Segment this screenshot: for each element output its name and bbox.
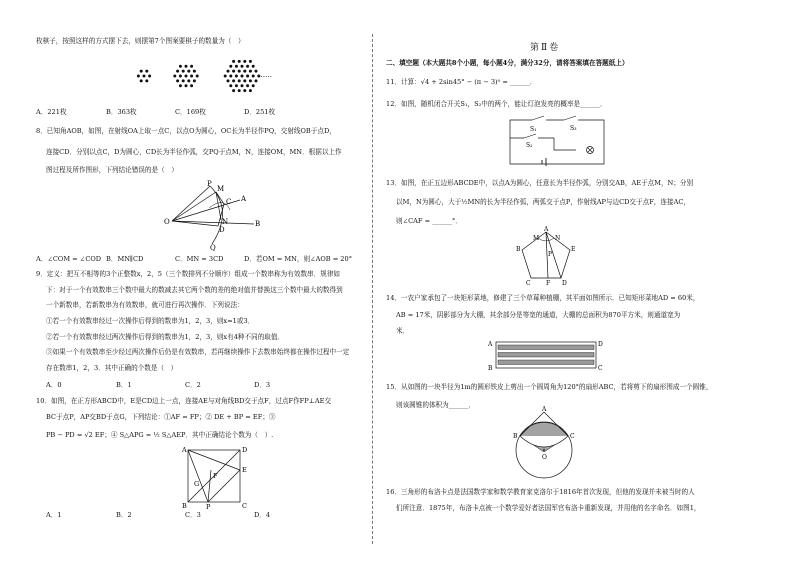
q7-dot bbox=[232, 60, 235, 63]
q7-dot bbox=[190, 84, 193, 87]
q7-dot bbox=[182, 79, 185, 82]
q13-line-3: 则∠CAF = ______°． bbox=[396, 217, 462, 225]
q15-line-1: 15．从如图的一块半径为1m的圆形铁皮上剪出一个圆周角为120°的扇形ABC，若将剪下的扇形围成一个圆锥， bbox=[386, 383, 713, 391]
column-divider bbox=[372, 34, 373, 544]
q12-label-s3: S₃ bbox=[570, 125, 577, 132]
q7-dot bbox=[243, 79, 246, 82]
q7-dot bbox=[182, 70, 185, 73]
q9-line-5: ②若一个有效数串经过两次操作后得到的数串为1，2，3，则x有4种不同的取值． bbox=[46, 333, 285, 341]
q10-option-b[interactable]: B．2 bbox=[116, 511, 132, 519]
q10-option-a[interactable]: A．1 bbox=[46, 511, 62, 519]
q7-dot bbox=[229, 75, 232, 78]
q7-dot bbox=[145, 79, 148, 82]
q7-dot bbox=[235, 84, 238, 87]
q9-option-c[interactable]: C．2 bbox=[185, 381, 201, 389]
q8-line-1: 8．已知角AOB，如图，在射线OA上取一点C，以点O为圆心，OC长为半径作PQ，交射线OB于点D， bbox=[36, 127, 336, 135]
q7-dot bbox=[145, 70, 148, 73]
q14-label-d: D bbox=[598, 341, 603, 348]
q8-label-p: P bbox=[207, 180, 212, 188]
q8-label-d: D bbox=[219, 226, 225, 234]
q13-line-2: 以M，N为圆心，大于½MN的长为半径作弧，两弧交于点P，作射线AP与边CD交于点F，连接AC， bbox=[396, 198, 690, 206]
right-column bbox=[386, 0, 766, 562]
q10-label-b: B bbox=[182, 502, 187, 510]
q7-dot bbox=[185, 65, 188, 68]
q8-label-m: M bbox=[217, 185, 225, 193]
q7-dot bbox=[190, 65, 193, 68]
q10-option-c[interactable]: C．3 bbox=[185, 511, 201, 519]
q7-dot bbox=[238, 60, 241, 63]
q7-dot bbox=[252, 75, 255, 78]
q14-label-c: C bbox=[598, 365, 603, 372]
q16-line-1: 16．三角形的布洛卡点是法国数学家和数学教育家克洛尔于1816年首次发现，但他的发现并未被当时的人 bbox=[386, 488, 695, 496]
q15-circle-sector-figure bbox=[508, 406, 580, 482]
q7-dot bbox=[229, 65, 232, 68]
q7-dot bbox=[179, 65, 182, 68]
q10-line-1: 10．如图，在正方形ABCD中，E是CD边上一点，连接AE与对角线BD交于点F，过点F作FP⊥AE交 bbox=[36, 397, 332, 405]
q15-label-b: B bbox=[513, 433, 518, 440]
q7-dot bbox=[227, 79, 230, 82]
q10-label-f: F bbox=[213, 472, 218, 480]
q7-dot bbox=[193, 70, 196, 73]
q7-ellipsis: …… bbox=[258, 71, 272, 79]
part-two-title: 第Ⅱ卷 bbox=[530, 43, 561, 53]
q7-dot bbox=[243, 70, 246, 73]
q9-line-4: ①若一个有效数串经过一次操作后得到的数串为1，2，3，则x=1或3． bbox=[46, 317, 255, 325]
q7-dot bbox=[148, 75, 151, 78]
q7-dot bbox=[232, 89, 235, 92]
q7-dot bbox=[246, 65, 249, 68]
q7-option-b[interactable]: B．363枚 bbox=[106, 108, 137, 116]
q8-option-d[interactable]: D．若OM = MN，则∠AOB = 20° bbox=[244, 255, 352, 263]
q7-option-d[interactable]: D．251枚 bbox=[244, 108, 276, 116]
q7-dot bbox=[249, 60, 252, 63]
q10-label-p: P bbox=[206, 503, 211, 511]
q9-line-2: 下：对于一个有效数串三个数中最大的数减去其它两个数的差的绝对值并替换这三个数中最大的数得到 bbox=[46, 286, 343, 294]
q7-dot bbox=[246, 84, 249, 87]
q7-dot bbox=[235, 65, 238, 68]
q10-square-figure bbox=[180, 446, 256, 510]
left-column bbox=[28, 0, 364, 562]
q13-label-b: B bbox=[516, 246, 521, 253]
q10-line-2: BC于点P，AP交BD于点G，下列结论：①AF = FP；② DE + BP = EF；③ bbox=[46, 413, 276, 421]
q10-label-a: A bbox=[182, 446, 187, 454]
q15-label-c: C bbox=[570, 433, 575, 440]
q7-dot bbox=[235, 75, 238, 78]
q7-dot bbox=[185, 84, 188, 87]
q7-dot bbox=[185, 75, 188, 78]
q7-dot bbox=[193, 79, 196, 82]
q7-dot bbox=[179, 84, 182, 87]
q10-option-d[interactable]: D．4 bbox=[254, 511, 271, 519]
q10-label-g: G bbox=[194, 480, 200, 488]
q7-dot bbox=[255, 79, 258, 82]
q12-circuit-figure bbox=[504, 116, 612, 168]
q12-label-s1: S₁ bbox=[530, 126, 537, 133]
q7-dot bbox=[227, 70, 230, 73]
q15-label-a: A bbox=[542, 406, 547, 413]
q9-option-b[interactable]: B．1 bbox=[116, 381, 132, 389]
q15-label-o: O bbox=[542, 454, 547, 461]
q8-label-b: B bbox=[255, 220, 261, 228]
q7-dot bbox=[238, 79, 241, 82]
q9-line-7: 存在数串1，2，3．其中正确的个数是（ ） bbox=[46, 364, 178, 372]
q12-text: 12．如图，随机闭合开关S₁，S₂中的两个，能让灯泡发亮的概率是______． bbox=[386, 100, 607, 108]
q13-label-m: M bbox=[533, 235, 540, 242]
q13-label-e: E bbox=[571, 246, 576, 253]
q7-dot bbox=[143, 75, 146, 78]
q7-dot bbox=[187, 70, 190, 73]
q14-label-a: A bbox=[488, 341, 493, 348]
q7-dot bbox=[241, 84, 244, 87]
q7-dot bbox=[241, 65, 244, 68]
q7-dot bbox=[137, 75, 140, 78]
q10-label-d: D bbox=[242, 446, 248, 454]
q13-label-c: C bbox=[526, 280, 531, 287]
q14-line-2: AB = 17米，阴影部分为大棚，其余部分是等宽的通道，大棚的总面积为870平方米，则通道宽为 bbox=[396, 311, 681, 319]
q7-dot bbox=[176, 79, 179, 82]
q13-label-n: N bbox=[555, 235, 561, 242]
q7-dot bbox=[176, 70, 179, 73]
q8-angle-figure bbox=[164, 180, 276, 252]
q7-dot bbox=[179, 75, 182, 78]
q13-label-d: D bbox=[562, 280, 567, 287]
q7-dot bbox=[232, 79, 235, 82]
q13-line-1: 13．如图，在正五边形ABCDE中，以点A为圆心，任意长为半径作弧，分别交AB，AE于点M，N；分别 bbox=[386, 179, 694, 187]
q13-label-a: A bbox=[544, 226, 549, 233]
q7-dot bbox=[243, 60, 246, 63]
q10-label-e: E bbox=[242, 466, 247, 474]
q7-dot bbox=[238, 89, 241, 92]
q9-option-d[interactable]: D．3 bbox=[254, 381, 271, 389]
q13-label-p: P bbox=[548, 251, 553, 258]
q16-line-2: 们所注意．1875年，布洛卡点被一个数学爱好者法国军官布洛卡重新发现，并用他的名字命名．如图1， bbox=[396, 504, 701, 512]
q8-label-q: Q bbox=[210, 244, 216, 252]
q7-text: 枚棋子，按照这样的方式摆下去，则摆第7个图案要棋子的数量为（ ） bbox=[36, 37, 245, 45]
q7-dot bbox=[249, 70, 252, 73]
q8-label-a: A bbox=[241, 195, 247, 203]
q8-option-b[interactable]: B．MN∥CD bbox=[106, 255, 144, 263]
q13-pentagon-figure bbox=[516, 226, 576, 286]
q7-option-c[interactable]: C．169枚 bbox=[175, 108, 206, 116]
q8-label-n: N bbox=[222, 218, 229, 226]
q14-label-b: B bbox=[488, 365, 493, 372]
q8-line-3: 图过程及所作图形，下列结论错误的是（ ） bbox=[46, 166, 178, 174]
q9-line-1: 9．定义：把互不相等的3个正整数x，2，5（三个数排列不分顺序）组成一个数串称为有效数串．规律如 bbox=[36, 270, 341, 278]
q8-option-c[interactable]: C．MN = 3CD bbox=[175, 255, 224, 263]
q8-label-o: O bbox=[164, 218, 170, 226]
q7-dot bbox=[249, 89, 252, 92]
q8-label-c: C bbox=[226, 198, 232, 206]
q7-dot bbox=[229, 84, 232, 87]
q7-dot-figure-2 bbox=[173, 65, 198, 87]
q14-line-1: 14．一农户家承包了一块矩形菜地，修建了三个草莓种植棚，其平面如图所示．已知矩形菜地AD = 60米， bbox=[386, 294, 700, 302]
q7-dot bbox=[243, 89, 246, 92]
q7-dot bbox=[249, 79, 252, 82]
q7-dot bbox=[246, 75, 249, 78]
q8-line-2: 连接CD．分别以点C，D为圆心，CD长为半径作弧，交PQ于点M，N，连接OM，MN．根据以上作 bbox=[46, 148, 342, 156]
q7-dot bbox=[238, 70, 241, 73]
q9-option-a[interactable]: A．0 bbox=[46, 381, 62, 389]
q10-line-3: PB − PD = √2 EF；④ S△APG = ½ S△AEP．其中正确结论个数为（ ）. bbox=[46, 431, 274, 439]
q7-dot bbox=[187, 79, 190, 82]
q7-option-a[interactable]: A．221枚 bbox=[36, 108, 67, 116]
q7-dot bbox=[232, 70, 235, 73]
q7-dot bbox=[252, 65, 255, 68]
q7-dot bbox=[241, 75, 244, 78]
q7-dot bbox=[140, 70, 143, 73]
q7-dot bbox=[252, 84, 255, 87]
q7-dot bbox=[190, 75, 193, 78]
q14-line-3: 米． bbox=[396, 327, 410, 335]
q7-dot bbox=[173, 75, 176, 78]
q10-label-c: C bbox=[242, 502, 247, 510]
q8-option-a[interactable]: A．∠COM = ∠COD bbox=[36, 255, 102, 263]
q7-dot-figure-1 bbox=[137, 70, 151, 83]
q9-line-3: 一个新数串，若新数串为有效数串，就可进行再次操作．下列说法： bbox=[46, 301, 244, 309]
q11-text: 11．计算：√4 + 2sin45° − (π − 3)⁰ = ______． bbox=[386, 78, 537, 86]
q7-dot bbox=[224, 75, 227, 78]
q14-field-figure bbox=[488, 338, 604, 372]
q13-label-f: F bbox=[546, 280, 551, 287]
q9-line-6: ③如果一个有效数串至少经过两次操作后仍是有效数串，若再继续操作下去数串始终都在操作过程中一定 bbox=[46, 348, 350, 356]
q7-dot bbox=[140, 79, 143, 82]
q7-dot-figure-3 bbox=[224, 60, 261, 92]
q15-line-2: 则该圆锥的体积为______． bbox=[396, 401, 476, 409]
q7-dot bbox=[196, 75, 199, 78]
section-header: 二、填空题（本大题共8个小题，每小题4分，满分32分，请将答案填在答题纸上） bbox=[386, 59, 629, 67]
q12-label-s2: S₂ bbox=[526, 142, 533, 149]
